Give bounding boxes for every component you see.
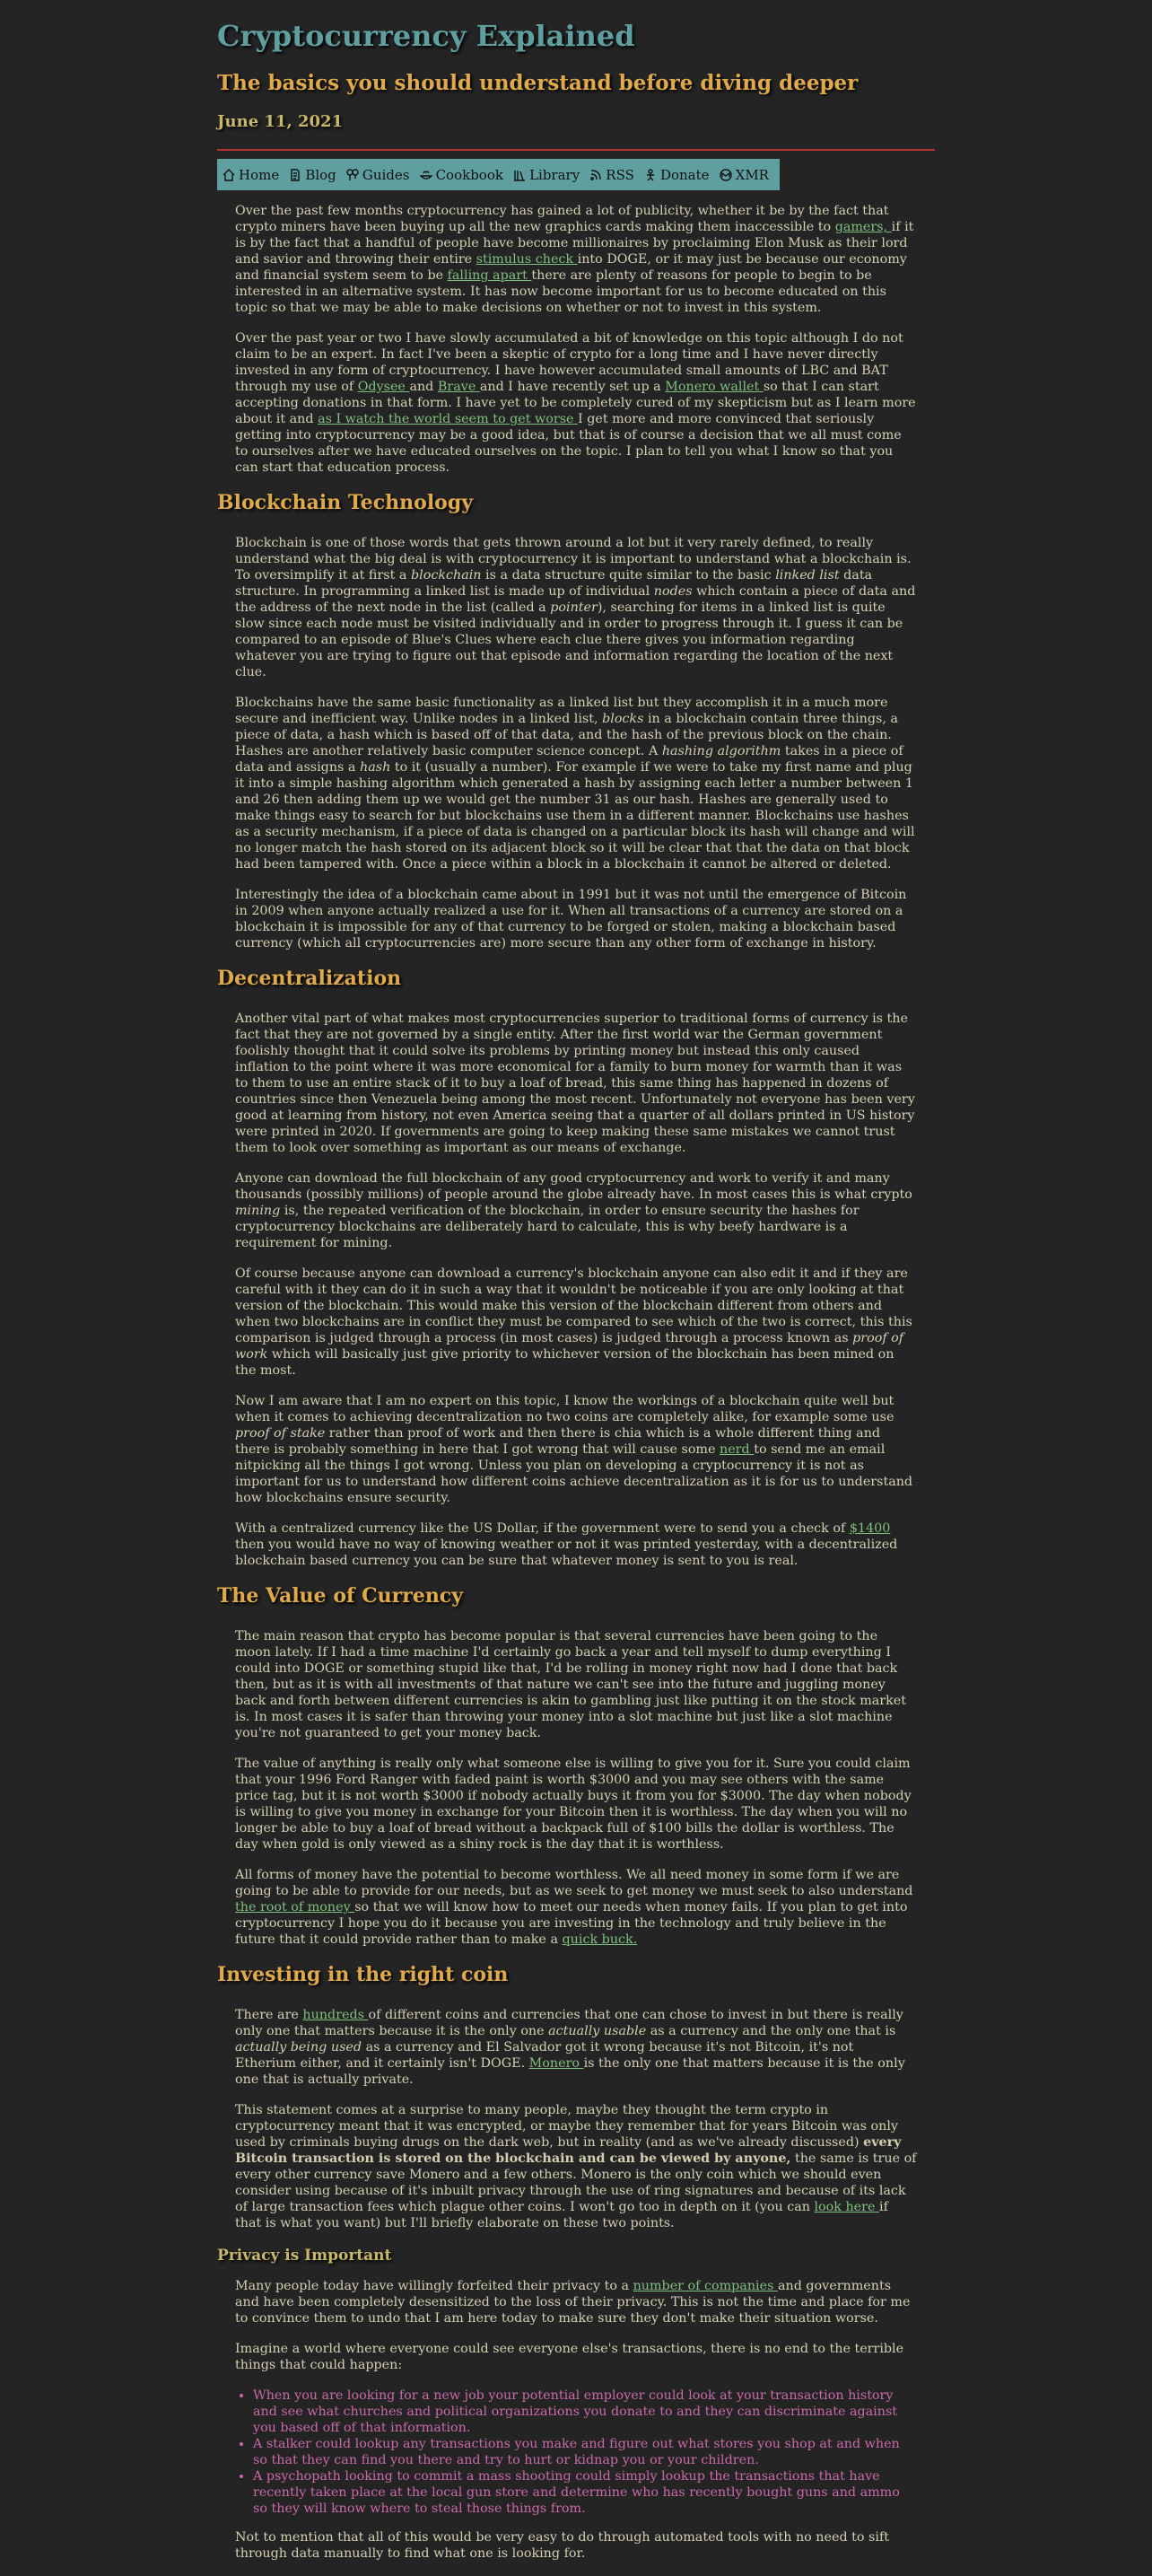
stimulus-1400-link[interactable]: $1400 (849, 1521, 891, 1536)
paragraph (235, 1393, 917, 1506)
nav-item-xmr[interactable] (720, 159, 769, 190)
home-icon (223, 169, 235, 181)
monero-wallet-link[interactable]: Monero wallet (665, 380, 764, 394)
paragraph (235, 535, 917, 680)
text: as a currency and the only one that is (646, 2024, 896, 2038)
monero-link[interactable]: Monero (528, 2056, 584, 2071)
section-heading-investing: Investing in the right coin (217, 1963, 509, 1986)
paragraph (235, 2007, 917, 2088)
text: Anyone can download the full blockchain of any good cryptocurrency and work to verify it and many thousands (possibly millions) of people around the globe already have. In most cases this is what crypto (235, 1171, 912, 1202)
section-heading-value: The Value of Currency (217, 1584, 463, 1608)
section-heading-decentralization: Decentralization (217, 967, 402, 990)
list-item: • When you are looking for a new job your potential employer could look at your transaction history and see what churches and political organizations you donate to and they can discriminate against you based off of that information. (253, 2388, 917, 2436)
emphasis: blocks (602, 712, 644, 726)
page (217, 0, 935, 2576)
text: Over the past few months cryptocurrency has gained a lot of publicity, whether it be by the fact that crypto miners have been buying up all the new graphics cards making them inaccessible to (235, 204, 889, 234)
gamers-link[interactable]: gamers, (834, 220, 892, 234)
text: which contain a piece of data and the address of the next node in the list (called a (235, 584, 916, 615)
paragraph: Not to mention that all of this would be very easy to do through automated tools with no need to sift through data manually to find what one is looking for. (235, 2530, 889, 2561)
nerd-link[interactable]: nerd (720, 1442, 755, 1457)
falling-apart-link[interactable]: falling apart (447, 268, 532, 283)
paragraph (235, 1867, 917, 1948)
emphasis: mining (235, 1204, 281, 1218)
nav-item-guides[interactable] (346, 159, 410, 190)
privacy-risks-list (235, 2388, 917, 2517)
root-of-money-link[interactable]: the root of money (235, 1900, 355, 1914)
text: is a data structure quite similar to the basic (481, 568, 776, 583)
world-worse-link[interactable]: as I watch the world seem to get worse (318, 412, 579, 426)
emphasis: actually usable (548, 2024, 647, 2038)
text: and governments and have been completely desensitized to the loss of their privacy. This is not the time and place for me to convince them to undo that I am here today to make sure they don't make their situation worse. (235, 2279, 911, 2326)
text: and I have recently set up a (479, 380, 666, 394)
emphasis: proof of work (235, 1331, 904, 1362)
text: then you would have no way of knowing weather or not it was printed yesterday, with a decentralized blockchain based currency you can be sure that whatever money is sent to you is real. (235, 1538, 898, 1568)
text: if that is what you want) but I'll briefly elaborate on these two points. (235, 2200, 888, 2230)
text: Blockchains have the same basic functionality as a linked list but they accomplish it in a much more secure and inefficient way. Unlike nodes in a linked list, (235, 696, 888, 726)
text: if it is by the fact that a handful of people have become millionaires by proclaiming Elon Musk as their lord and savior and throwing their entire (235, 220, 914, 267)
text: which will basically just give priority to whichever version of the blockchain has been mined on the most. (235, 1347, 895, 1378)
emphasis: hash (360, 760, 391, 775)
text: so that I can start accepting donations in that form. I have yet to be completely cured of my skepticism but as I learn more about it and (235, 380, 916, 426)
nav-item-label: XMR (735, 166, 769, 183)
paragraph: The value of anything is really only what someone else is willing to give you for it. Sure you could claim that your 1996 Ford Ranger with faded paint is worth $3000 and you may see others with the same price tag, but it is not worth $3000 if nobody actually buys it from you for $3000. The day when nobody is willing to give you money in exchange for your Bitcoin then it is worthless. The day when you will no longer be able to buy a loaf of bread without a backpack full of $100 bills the dollar is worthless. The day when gold is only viewed as a shiny rock is the day that it is worthless. (235, 1757, 912, 1852)
text: of different coins and currencies that one can chose to invest in but there is really only one that matters because it is the only one (235, 2008, 903, 2038)
text: Now I am aware that I am no expert on this topic, I know the workings of a blockchain quite well but when it comes to achieving decentralization no two coins are completely alike, for example some use (235, 1394, 895, 1424)
emphasis: actually being used (235, 2040, 362, 2055)
look-here-link[interactable]: look here (814, 2200, 879, 2214)
text: there are plenty of reasons for people to begin to be interested in an alternative system. It has now become important for us to become educated on this topic so that we may be able to make decisions on whether or not to invest in this system. (235, 268, 886, 315)
text: to send me an email nitpicking all the things I got wrong. Unless you plan on developing a cryptocurrency it is not as important for us to understand how different coins achieve decentralization as it is for us to understand how blockchains ensure security. (235, 1442, 913, 1505)
paragraph (235, 1170, 917, 1251)
text: in a blockchain contain three things, a piece of data, a hash which is based off of that data, and the hash of the previous block on the chain. Hashes are another relatively basic computer science concept. A (235, 712, 898, 758)
text: so that we will know how to meet our needs when money fails. If you plan to get into cryptocurrency I hope you do it because you are investing in the technology and truly believe in the future that it could provide rather than to make a (235, 1900, 908, 1947)
text: and (409, 380, 438, 394)
publish-date: June 11, 2021 (217, 112, 344, 131)
list-item: • A stalker could lookup any transactions you make and figure out what stores you shop at and when so that they can find you there and try to hurt or kidnap you or your children. (253, 2436, 917, 2468)
donate-icon (644, 169, 657, 181)
emphasis: blockchain (410, 568, 482, 583)
text: is the only one that matters because it is the only one that is actually private. (235, 2056, 905, 2087)
emphasis: linked list (775, 568, 840, 583)
intro-paragraph (235, 330, 917, 476)
emphasis: proof of stake (235, 1426, 326, 1441)
text: data structure. In programming a linked list is made up of individual (235, 568, 873, 599)
paragraph: Another vital part of what makes most cryptocurrencies superior to traditional forms of currency is the fact that they are not governed by a single entity. After the first world war the German government foolishly thought that it could solve its problems by printing money but instead this only caused inflation to the point where it was more economical for a family to burn money for warmth than it was to them to use an entire stack of it to buy a loaf of bread, this same thing has happened in dozens of countries since then Venezuela being among the most recent. Unfortunately not everyone has been very good at learning from history, not even America seeing that a quarter of all dollars printed in US history were printed in 2020. If governments are going to keep making these same mistakes we cannot trust them to look over something as important as our means of exchange. (235, 1012, 915, 1155)
nav-item-library[interactable] (513, 159, 580, 190)
text: the same is true of every other currency save Monero and a few others. Monero is the only coin which we should even consider using because of it's inbuilt privacy through the use of ring signatures and because of its lack of large transaction fees which plague other coins. I won't go too in depth on it (you can (235, 2151, 917, 2214)
text: rather than proof of work and then there is chia which is a whole different thing and there is probably something in here that I got wrong that will cause some (235, 1426, 881, 1457)
text: Blockchain is one of those words that gets thrown around a lot but it very rarely defined, to really understand what the big deal is with cryptocurrency it is important to understand what a blockchain is. To oversimplify it at first a (235, 536, 912, 583)
subsection-heading-privacy: Privacy is Important (217, 2247, 392, 2265)
text: Many people today have willingly forfeited their privacy to a (235, 2279, 633, 2293)
nav-item-label: Home (239, 166, 280, 183)
paragraph (235, 1520, 917, 1569)
library-icon (513, 169, 526, 181)
paragraph: Interestingly the idea of a blockchain came about in 1991 but it was not until the emergence of Bitcoin in 2009 when anyone actually realized a use for it. When all transactions of a currency are stored on a blockchain it is impossible for any of that currency to be forged or stolen, making a blockchain based currency (which all cryptocurrencies are) more secure than any other form of exchange in history. (235, 888, 907, 951)
text: is, the repeated verification of the blockchain, in order to ensure security the hashes for cryptocurrency blockchains are deliberately hard to calculate, this is why beefy hardware is a requirement for mining. (235, 1204, 860, 1250)
nav-item-donate[interactable] (644, 159, 710, 190)
text: into DOGE, or it may just be because our economy and financial system seem to be (235, 252, 907, 283)
guides-icon (346, 169, 359, 181)
text: All forms of money have the potential to become worthless. We all need money in some form if we are going to be able to provide for our needs, but as we seek to get money we must seek to also understand (235, 1868, 913, 1898)
paragraph (235, 2278, 917, 2326)
odysee-link[interactable]: Odysee (357, 380, 410, 394)
emphasis: nodes (653, 584, 693, 599)
nav-item-label: Blog (305, 166, 336, 183)
nav-item-cookbook[interactable] (420, 159, 503, 190)
nav-item-label: Library (529, 166, 580, 183)
nav-bar (217, 159, 780, 190)
text: This statement comes at a surprise to many people, maybe they thought the term crypto in cryptocurrency meant that it was encrypted, or maybe they remember that for years Bitcoin was only used by criminals buying drugs on the dark web, but in reality (and as we've already discussed) (235, 2103, 898, 2150)
nav-item-rss[interactable] (589, 159, 634, 190)
quick-buck-link[interactable]: quick buck. (562, 1932, 638, 1947)
text: Of course because anyone can download a currency's blockchain anyone can also edit it and if they are careful with it they can do it in such a way that it wouldn't be noticeable if you are only looking at that version of the blockchain. This would make this version of the blockchain different from others and when two blockchains are in conflict they must be compared to see which of the two is correct, this this comparison is judged through a process (in most cases) is judged through a process known as (235, 1266, 912, 1345)
site-title: Cryptocurrency Explained (217, 19, 635, 53)
bold-text: every Bitcoin transaction is stored on the blockchain and can be viewed by anyone, (235, 2135, 902, 2166)
intro-paragraph (235, 203, 917, 316)
cookbook-icon (420, 169, 432, 181)
nav-item-label: Cookbook (435, 166, 503, 183)
paragraph: Imagine a world where everyone could see everyone else's transactions, there is no end to the terrible things that could happen: (235, 2342, 904, 2372)
rss-icon (589, 169, 602, 181)
number-of-companies-link[interactable]: number of companies (633, 2279, 778, 2293)
divider (217, 149, 935, 151)
text: takes in a piece of data and assigns a (235, 744, 903, 775)
emphasis: pointer (550, 600, 598, 615)
nav-item-label: RSS (606, 166, 634, 183)
nav-item-label: Donate (659, 166, 710, 183)
nav-item-blog[interactable] (289, 159, 336, 190)
list-item: • A psychopath looking to commit a mass shooting could simply lookup the transactions that have recently taken place at the local gun store and determine who has recently bought guns and ammo so they will know where to steal those things from. (253, 2468, 917, 2517)
page-subtitle: The basics you should understand before diving deeper (217, 71, 859, 95)
text: With a centralized currency like the US Dollar, if the government were to send you a check of (235, 1521, 850, 1536)
emphasis: hashing algorithm (661, 744, 781, 758)
nav-item-label: Guides (362, 166, 410, 183)
text: to it (usually a number). For example if we were to take my first name and plug it into a simple hashing algorithm which generated a hash by assigning each letter a number between 1 and 26 then adding them up we would get the number 31 as our hash. Hashes are generally used to make things easy to search for but blockchains use them in a different manner. Blockchains use hashes as a security mechanism, if a piece of data is changed on a particular block its hash will change and will no longer match the hash stored on its adjacent block so it will be clear that that the data on that block had been tampered with. Once a piece within a block in a blockchain it cannot be altered or deleted. (235, 760, 915, 872)
section-heading-blockchain: Blockchain Technology (217, 491, 474, 514)
hundreds-link[interactable]: hundreds (302, 2008, 369, 2022)
xmr-icon (720, 169, 732, 181)
text: I get more and more convinced that seriously getting into cryptocurrency may be a good idea, but that is of course a decision that we all must come to ourselves after we have educated ourselves on the topic. I plan to tell you what I know so that you can start that education process. (235, 412, 902, 475)
blog-icon (289, 169, 301, 181)
stimulus-check-link[interactable]: stimulus check (476, 252, 578, 267)
paragraph (235, 1266, 917, 1379)
paragraph (235, 2102, 917, 2231)
nav-item-home[interactable] (223, 159, 279, 190)
paragraph: The main reason that crypto has become popular is that several currencies have been going to the moon lately. If I had a time machine I'd certainly go back a year and tell myself to dump everything I could into DOGE or something stupid like that, I'd be rolling in money right now had I done that back then, but as it is with all investments of that nature we can't see into the future and juggling money back and forth between different currencies is akin to gambling just like putting it on the stock market is. In most cases it is safer than throwing your money into a slot machine but just like a slot machine you're not guaranteed to get your money back. (235, 1629, 907, 1740)
article-body (217, 190, 935, 2562)
text: as a currency and El Salvador got it wrong because it's not Bitcoin, it's not Etherium either, and it certainly isn't DOGE. (235, 2040, 854, 2071)
brave-link[interactable]: Brave (437, 380, 480, 394)
text: ), searching for items in a linked list is quite slow since each node must be visited individually and in order to progress through it. I guess it can be compared to an episode of Blue's Clues where each clue there gives you information regarding whatever you are trying to figure out that episode and information regarding the location of the next clue. (235, 600, 903, 679)
text: Over the past year or two I have slowly accumulated a bit of knowledge on this topic although I do not claim to be an expert. In fact I've been a skeptic of crypto for a long time and I have never directly invested in any form of cryptocurrency. I have however accumulated small amounts of LBC and BAT through my use of (235, 331, 903, 394)
text: There are (235, 2008, 303, 2022)
paragraph (235, 695, 917, 872)
